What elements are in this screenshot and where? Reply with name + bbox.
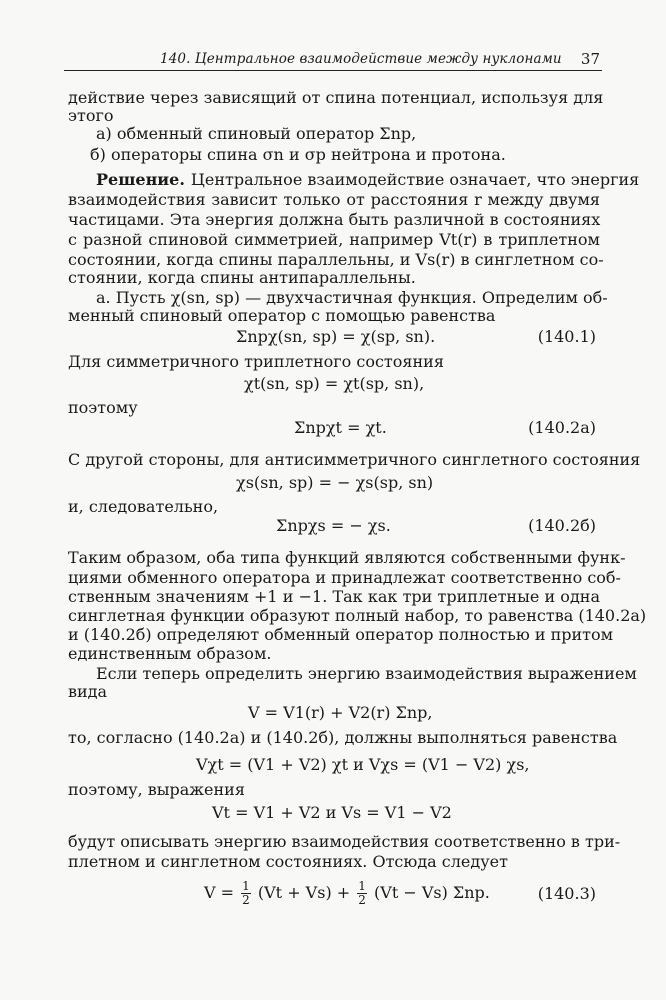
text-line: стоянии, когда спины антипараллельны. — [68, 268, 416, 287]
text-line: а) обменный спиновый оператор Σnp, — [96, 124, 417, 143]
eq-part: V = — [204, 883, 235, 902]
equation: Σnpχ(sn, sp) = χ(sp, sn). — [236, 327, 436, 346]
text-line: циями обменного оператора и принадлежат соответственно соб- — [68, 568, 621, 587]
equation-number: (140.3) — [537, 884, 596, 903]
equation-140-3 — [204, 878, 490, 908]
running-header — [64, 50, 602, 71]
running-title: 140. Центральное взаимодействие между нуклонами — [160, 51, 562, 67]
text-line: поэтому — [68, 398, 138, 417]
equation: Vt = V1 + V2 и Vs = V1 − V2 — [212, 803, 452, 822]
text-line: синглетная функции образуют полный набор, то равенства (140.2а) — [68, 606, 647, 625]
equation-number: (140.1) — [537, 327, 596, 346]
equation: V = V1(r) + V2(r) Σnp, — [248, 703, 433, 722]
text-line: взаимодействия зависит только от расстояния r между двумя — [68, 190, 600, 209]
text-line: состоянии, когда спины параллельны, и Vs(r) в синглетном со- — [68, 250, 604, 269]
text-line: а. Пусть χ(sn, sp) — двухчастичная функция. Определим об- — [96, 288, 608, 307]
equation: χt(sn, sp) = χt(sp, sn), — [244, 374, 425, 393]
fraction-denominator: 2 — [358, 893, 366, 907]
text-line: единственным образом. — [68, 644, 272, 663]
fraction-one-half — [241, 880, 251, 907]
eq-part: (Vt + Vs) + — [257, 883, 351, 902]
text-line: Если теперь определить энергию взаимодействия выражением — [96, 664, 637, 683]
text-line: Таким образом, оба типа функций являются собственными функ- — [68, 548, 626, 567]
text-line: вида — [68, 682, 108, 701]
fraction-numerator: 1 — [242, 879, 250, 893]
text-line: и (140.2б) определяют обменный оператор полностью и притом — [68, 625, 614, 644]
text-line: действие через зависящий от спина потенциал, используя для — [68, 88, 604, 107]
text-line: с разной спиновой симметрией, например Vt(r) в триплетном — [68, 230, 600, 249]
text-line: то, согласно (140.2а) и (140.2б), должны выполняться равенства — [68, 728, 618, 747]
text-line: менный спиновый оператор с помощью равенства — [68, 306, 496, 325]
text-line: ственным значениям +1 и −1. Так как три триплетные и одна — [68, 587, 600, 606]
eq-part: (Vt − Vs) Σnp. — [374, 883, 490, 902]
equation: Vχt = (V1 + V2) χt и Vχs = (V1 − V2) χs, — [196, 755, 530, 774]
text-line: и, следовательно, — [68, 497, 219, 516]
equation: χs(sn, sp) = − χs(sp, sn) — [236, 473, 434, 492]
equation-number: (140.2а) — [528, 418, 596, 437]
text-line: будут описывать энергию взаимодействия соответственно в три- — [68, 832, 621, 851]
text-line: этого — [68, 106, 114, 125]
equation: Σnpχs = − χs. — [276, 516, 391, 535]
solution-label: Решение. — [96, 170, 185, 189]
text-line: частицами. Эта энергия должна быть различной в состояниях — [68, 210, 601, 229]
text-line: б) операторы спина σn и σp нейтрона и протона. — [90, 145, 506, 164]
fraction-one-half — [357, 880, 367, 907]
page-number: 37 — [580, 50, 600, 68]
solution-line — [96, 170, 640, 190]
fraction-numerator: 1 — [358, 879, 366, 893]
equation: Σnpχt = χt. — [294, 418, 387, 437]
text-line: Центральное взаимодействие означает, что энергия — [190, 170, 640, 189]
text-line: С другой стороны, для антисимметричного синглетного состояния — [68, 450, 641, 469]
text-line: плетном и синглетном состояниях. Отсюда следует — [68, 852, 508, 871]
text-line: Для симметричного триплетного состояния — [68, 352, 444, 371]
fraction-denominator: 2 — [242, 893, 250, 907]
equation-number: (140.2б) — [528, 516, 596, 535]
text-line: поэтому, выражения — [68, 780, 245, 799]
